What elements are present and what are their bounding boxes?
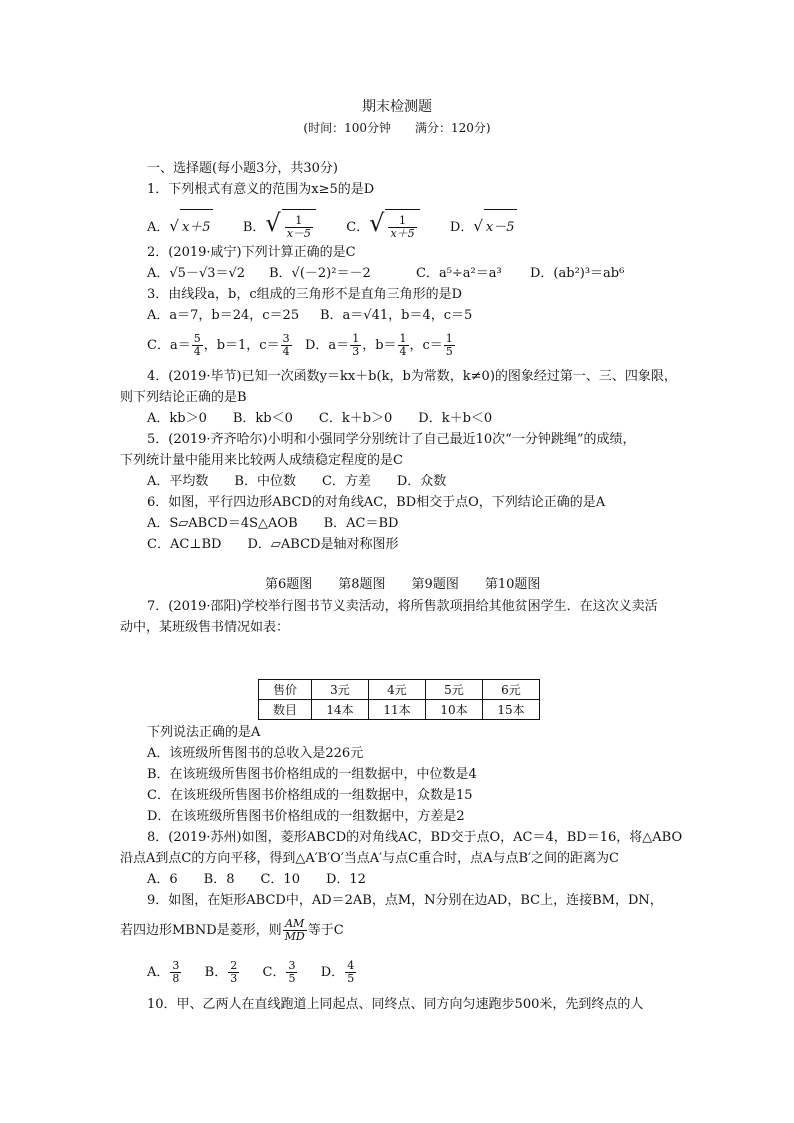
question-3-stem: 3．由线段a，b，c组成的三角形不是直角三角形的是D bbox=[147, 287, 463, 302]
question-3-option-b: B．a＝√41，b＝4，c＝5 bbox=[320, 308, 473, 323]
q3-c-mid: ，b＝1，c＝ bbox=[203, 338, 280, 353]
q1-option-b-denominator: x－5 bbox=[286, 227, 311, 240]
q1-option-d-radicand: x－5 bbox=[484, 209, 517, 246]
question-6-options-ab: A．S▱ABCD＝4S△AOB B．AC＝BD bbox=[147, 516, 399, 531]
table-cell: 数目 bbox=[259, 700, 312, 720]
question-4-options: A．kb＞0 B．kb＜0 C．k＋b＞0 D．k＋b＜0 bbox=[147, 411, 493, 426]
table-cell: 5元 bbox=[426, 680, 483, 700]
page-title: 期末检测题 bbox=[362, 99, 432, 115]
q3-d-num1: 1 bbox=[352, 332, 360, 345]
q9-b-den: 3 bbox=[230, 972, 238, 985]
q3-d-num2: 1 bbox=[399, 332, 407, 345]
question-2-option-c: C．a⁵÷a²＝a³ bbox=[416, 266, 502, 281]
q1-option-d-label: D． bbox=[449, 220, 474, 235]
table-cell: 11本 bbox=[369, 700, 426, 720]
question-9-line-1: 9．如图，在矩形ABCD中，AD＝2AB，点M，N分别在边AD，BC上，连接BM，DN， bbox=[147, 893, 663, 908]
q1-option-b-numerator: 1 bbox=[285, 215, 313, 228]
question-2-option-d: D．(ab²)³＝ab⁶ bbox=[530, 266, 625, 281]
q9-c-den: 5 bbox=[288, 972, 296, 985]
question-7-option-a: A．该班级所售图书的总收入是226元 bbox=[147, 746, 364, 761]
table-cell: 14本 bbox=[312, 700, 369, 720]
question-5-line-2: 下列统计量中能用来比较两人成绩稳定程度的是C bbox=[120, 453, 403, 468]
table-cell: 6元 bbox=[483, 680, 540, 700]
q1-option-b-label: B． bbox=[242, 220, 266, 235]
table-cell: 10本 bbox=[426, 700, 483, 720]
question-10-line-1: 10．甲、乙两人在直线跑道上同起点、同终点、同方向匀速跑步500米，先到终点的人 bbox=[147, 997, 644, 1012]
question-1-options: A．√ x＋5 B．√ $\frac{1}{x-5}$ C．√ $\frac{1}{x+5}$ D．√ x－5 bbox=[147, 205, 517, 241]
q9-a-den: 8 bbox=[172, 972, 180, 985]
q9-b-label: B． bbox=[204, 965, 228, 980]
section-heading: 一、选择题(每小题3分，共30分) bbox=[147, 161, 338, 176]
table-row bbox=[259, 700, 540, 720]
q1-option-c-label: C． bbox=[346, 220, 370, 235]
q9-line2-pre: 若四边形MBND是菱形，则 bbox=[120, 923, 282, 938]
q3-c-num1: 5 bbox=[193, 332, 201, 345]
q9-a-label: A． bbox=[147, 965, 170, 980]
q9-c-label: C． bbox=[262, 965, 286, 980]
question-1-stem: 1．下列根式有意义的范围为x≥5的是D bbox=[147, 182, 375, 197]
q3-c-den2: 4 bbox=[282, 345, 290, 358]
q9-a-num: 3 bbox=[172, 959, 180, 972]
q9-ratio-denominator: MD bbox=[284, 930, 305, 943]
q3-c-num2: 3 bbox=[282, 332, 290, 345]
q1-option-c-numerator: 1 bbox=[388, 215, 416, 228]
q9-line2-post: 等于C bbox=[307, 923, 344, 938]
question-7-option-b: B．在该班级所售图书价格组成的一组数据中，中位数是4 bbox=[147, 767, 477, 782]
question-8-line-1: 8．(2019·苏州)如图，菱形ABCD的对角线AC，BD交于点O，AC＝4，BD＝16，将△ABO bbox=[147, 830, 683, 845]
question-9-line-2 bbox=[120, 913, 344, 949]
figure-labels: 第6题图 第8题图 第9题图 第10题图 bbox=[265, 577, 541, 592]
q3-d-mid2: ，c＝ bbox=[409, 338, 443, 353]
q3-d-mid1: ，b＝ bbox=[362, 338, 397, 353]
question-3-option-c bbox=[147, 330, 293, 362]
q1-option-a-radicand: x＋5 bbox=[180, 209, 213, 246]
question-9-options bbox=[147, 955, 357, 991]
table-cell: 售价 bbox=[259, 680, 312, 700]
question-4-line-2: 则下列结论正确的是B bbox=[120, 390, 247, 405]
question-2-option-b: B．√(－2)²＝－2 bbox=[269, 266, 371, 281]
table-cell: 3元 bbox=[312, 680, 369, 700]
question-5-line-1: 5．(2019·齐齐哈尔)小明和小强同学分别统计了自己最近10次“一分钟跳绳”的成绩， bbox=[147, 432, 636, 447]
sales-table bbox=[258, 679, 540, 720]
q3-d-den2: 4 bbox=[399, 345, 407, 358]
question-3-option-a: A．a＝7，b＝24，c＝25 bbox=[147, 308, 300, 323]
q1-option-a-label: A． bbox=[147, 220, 170, 235]
q9-c-num: 3 bbox=[288, 959, 296, 972]
q3-d-den1: 3 bbox=[352, 345, 360, 358]
question-6-stem: 6．如图，平行四边形ABCD的对角线AC，BD相交于点O，下列结论正确的是A bbox=[147, 495, 606, 510]
question-7-line-1: 7．(2019·邵阳)学校举行图书节义卖活动，将所售款项捐给其他贫困学生．在这次义卖活 bbox=[147, 599, 658, 614]
q9-d-label: D． bbox=[320, 965, 345, 980]
question-7-option-c: C．在该班级所售图书价格组成的一组数据中，众数是15 bbox=[147, 788, 473, 803]
question-7-line-2: 动中，某班级售书情况如表： bbox=[120, 620, 290, 635]
q3-d-label: D．a＝ bbox=[305, 338, 350, 353]
table-cell: 4元 bbox=[369, 680, 426, 700]
table-row bbox=[259, 680, 540, 700]
q3-d-den3: 5 bbox=[445, 345, 453, 358]
question-2-stem: 2．(2019·咸宁)下列计算正确的是C bbox=[147, 245, 356, 260]
q9-d-den: 5 bbox=[347, 972, 355, 985]
q3-c-den1: 4 bbox=[193, 345, 201, 358]
question-6-options-cd: C．AC⊥BD D．▱ABCD是轴对称图形 bbox=[147, 537, 399, 552]
question-3-option-d bbox=[305, 330, 456, 362]
question-5-options: A．平均数 B．中位数 C．方差 D．众数 bbox=[147, 474, 447, 489]
question-8-options: A．6 B．8 C．10 D．12 bbox=[147, 872, 366, 887]
question-7-after-table: 下列说法正确的是A bbox=[147, 725, 261, 740]
table-cell: 15本 bbox=[483, 700, 540, 720]
question-8-line-2: 沿点A到点C的方向平移，得到△A′B′O′当点A′与点C重合时，点A与点B′之间的距离为C bbox=[120, 851, 619, 866]
q3-d-num3: 1 bbox=[445, 332, 453, 345]
q9-d-num: 4 bbox=[347, 959, 355, 972]
question-2-option-a: A．√5－√3＝√2 bbox=[147, 266, 246, 281]
q9-b-num: 2 bbox=[230, 959, 238, 972]
question-4-line-1: 4．(2019·毕节)已知一次函数y＝kx＋b(k，b为常数，k≠0)的图象经过第一、三、四象限， bbox=[147, 369, 677, 384]
question-7-option-d: D．在该班级所售图书价格组成的一组数据中，方差是2 bbox=[147, 809, 465, 824]
q3-c-label: C．a＝ bbox=[147, 338, 191, 353]
q1-option-c-denominator: x＋5 bbox=[390, 227, 415, 240]
q9-ratio-numerator: AM bbox=[283, 918, 307, 931]
page-subtitle: (时间：100分钟 满分：120分) bbox=[303, 121, 491, 135]
